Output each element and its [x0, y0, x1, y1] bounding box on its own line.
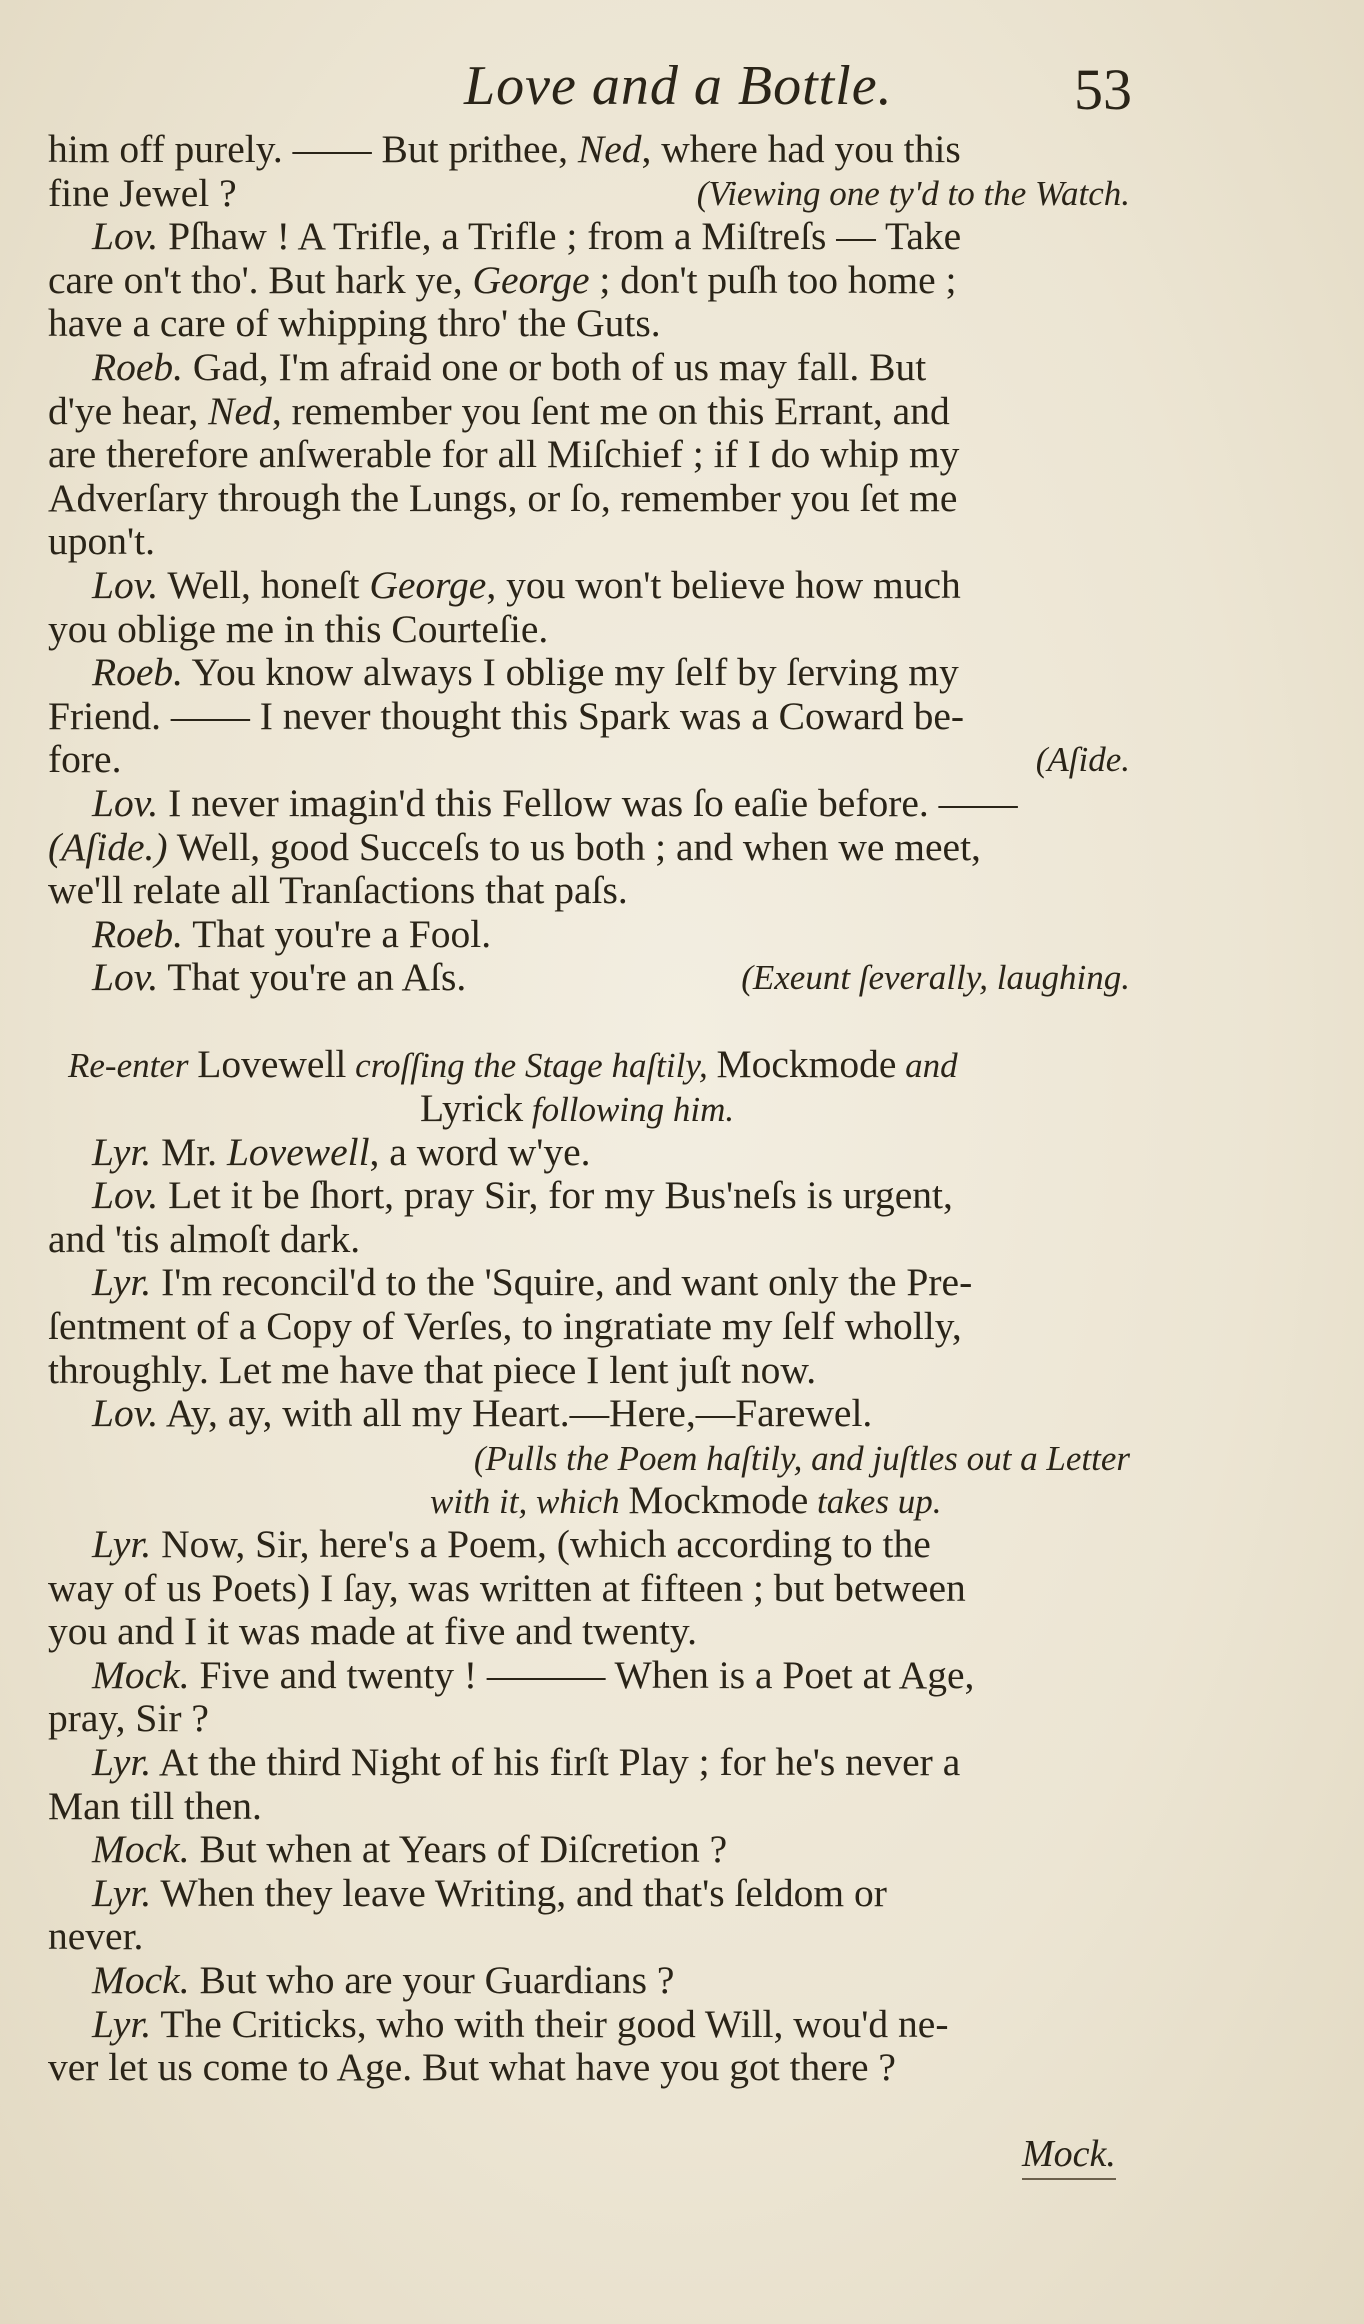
speaker-name: Lyr.	[92, 1522, 152, 1566]
speech-line: Lov. That you're an Aſs. (Exeunt ſeverally, laughing.	[92, 955, 1130, 1000]
stage-direction-entry: Re-enter Lovewell croſſing the Stage haſtily, Mockmode and	[68, 1042, 958, 1087]
page-number: 53	[1074, 57, 1132, 122]
stage-direction: with it, which Mockmode takes up.	[430, 1478, 942, 1523]
speaker-name: Mock.	[92, 1957, 190, 2002]
text-line: are therefore anſwerable for all Miſchief ; if I do whip my	[48, 432, 960, 477]
speaker-name: Roeb.	[92, 650, 184, 695]
speaker-name: Roeb.	[92, 344, 184, 389]
speech-line: Lov. I never imagin'd this Fellow was ſo eaſie before. ——	[92, 780, 1018, 825]
section-gap	[48, 1000, 1130, 1044]
speech-line: Roeb. That you're a Fool.	[92, 911, 492, 956]
speaker-name: Roeb.	[92, 911, 184, 956]
text-line: throughly. Let me have that piece I lent juſt now.	[48, 1347, 817, 1392]
text-line: you and I it was made at five and twenty.	[48, 1609, 697, 1654]
speech-line: Lov. Ay, ay, with all my Heart.—Here,—Farewel.	[92, 1391, 873, 1436]
speech-line: Lyr. At the third Night of his firſt Play ; for he's never a	[92, 1739, 961, 1784]
speech-line: Lyr. Now, Sir, here's a Poem, (which according to the	[92, 1522, 931, 1566]
speaker-name: Lov.	[92, 214, 159, 259]
speaker-name: Lov.	[92, 562, 159, 607]
speaker-name: Lyr.	[92, 1739, 152, 1784]
speaker-name: Mock.	[92, 1652, 190, 1697]
page-header	[46, 52, 1146, 132]
stage-direction: (Aſide.)	[48, 824, 168, 869]
speech-line: Lyr. The Criticks, who with their good Will, wou'd ne-	[92, 2001, 949, 2046]
speaker-name: Lyr.	[92, 1129, 152, 1174]
speaker-name: Lov.	[92, 1391, 159, 1436]
speaker-name: Mock.	[92, 1827, 190, 1872]
text-line: fore. (Aſide.	[48, 737, 1130, 782]
text-line: him off purely. —— But prithee, Ned, where had you this	[48, 127, 961, 171]
speech-line: Mock. Five and twenty ! ——— When is a Poet at Age,	[92, 1652, 975, 1697]
speaker-name: Lov.	[92, 780, 159, 825]
text-line: Man till then.	[48, 1783, 262, 1828]
text-line: fine Jewel ? (Viewing one ty'd to the Watch.	[48, 170, 1130, 215]
text-line: Adverſary through the Lungs, or ſo, remember you ſet me	[48, 475, 958, 520]
speech-line: Lyr. Mr. Lovewell, a word w'ye.	[92, 1129, 591, 1174]
text-line: we'll relate all Tranſactions that paſs.	[48, 868, 628, 913]
running-title: Love and a Bottle.	[464, 55, 893, 117]
text-line: never.	[48, 1914, 144, 1959]
speaker-name: Lyr.	[92, 1260, 152, 1305]
text-line: (Aſide.) Well, good Succeſs to us both ; and when we meet,	[48, 824, 981, 869]
text-line: care on't tho'. But hark ye, George ; don't puſh too home ;	[48, 257, 957, 302]
speech-line: Lov. Pſhaw ! A Trifle, a Trifle ; from a Miſtreſs — Take	[92, 214, 962, 259]
text-line: Friend. —— I never thought this Spark was a Coward be-	[48, 693, 965, 738]
stage-direction: (Aſide.	[1035, 740, 1130, 780]
speech-line: Roeb. You know always I oblige my ſelf by ſerving my	[92, 650, 959, 695]
speech-line: Lyr. When they leave Writing, and that's ſeldom or	[92, 1870, 887, 1915]
text-line: d'ye hear, Ned, remember you ſent me on this Errant, and	[48, 388, 950, 433]
speaker-name: Lyr.	[92, 1870, 152, 1915]
speech-line: Mock. But when at Years of Diſcretion ?	[92, 1827, 728, 1872]
speech-line: Lov. Well, honeſt George, you won't believe how much	[92, 562, 961, 607]
speech-line: Mock. But who are your Guardians ?	[92, 1957, 675, 2002]
speaker-name: Lov.	[92, 955, 159, 1000]
stage-direction-entry: Lyrick following him.	[420, 1086, 735, 1131]
text-line: upon't.	[48, 519, 155, 564]
text-line: you oblige me in this Courteſie.	[48, 606, 549, 651]
text-line: ver let us come to Age. But what have you got there ?	[48, 2045, 896, 2090]
play-text	[48, 128, 1130, 2090]
text-line: and 'tis almoſt dark.	[48, 1216, 361, 1261]
stage-direction: (Pulls the Poem haſtily, and juſtles out a Letter	[473, 1438, 1130, 1478]
text-line: way of us Poets) I ſay, was written at fifteen ; but between	[48, 1565, 966, 1610]
text-line: have a care of whipping thro' the Guts.	[48, 301, 661, 346]
speaker-name: Lyr.	[92, 2001, 152, 2046]
speech-line: Lov. Let it be ſhort, pray Sir, for my Bus'neſs is urgent,	[92, 1173, 953, 1218]
text-line: pray, Sir ?	[48, 1696, 209, 1741]
stage-direction: (Viewing one ty'd to the Watch.	[696, 173, 1130, 213]
catchword: Mock.	[1022, 2132, 1116, 2180]
stage-direction: (Exeunt ſeverally, laughing.	[741, 958, 1130, 998]
speech-line: Lyr. I'm reconcil'd to the 'Squire, and want only the Pre-	[92, 1260, 973, 1305]
text-line: ſentment of a Copy of Verſes, to ingratiate my ſelf wholly,	[48, 1304, 962, 1349]
speech-line: Roeb. Gad, I'm afraid one or both of us may fall. But	[92, 344, 927, 389]
speaker-name: Lov.	[92, 1173, 159, 1218]
